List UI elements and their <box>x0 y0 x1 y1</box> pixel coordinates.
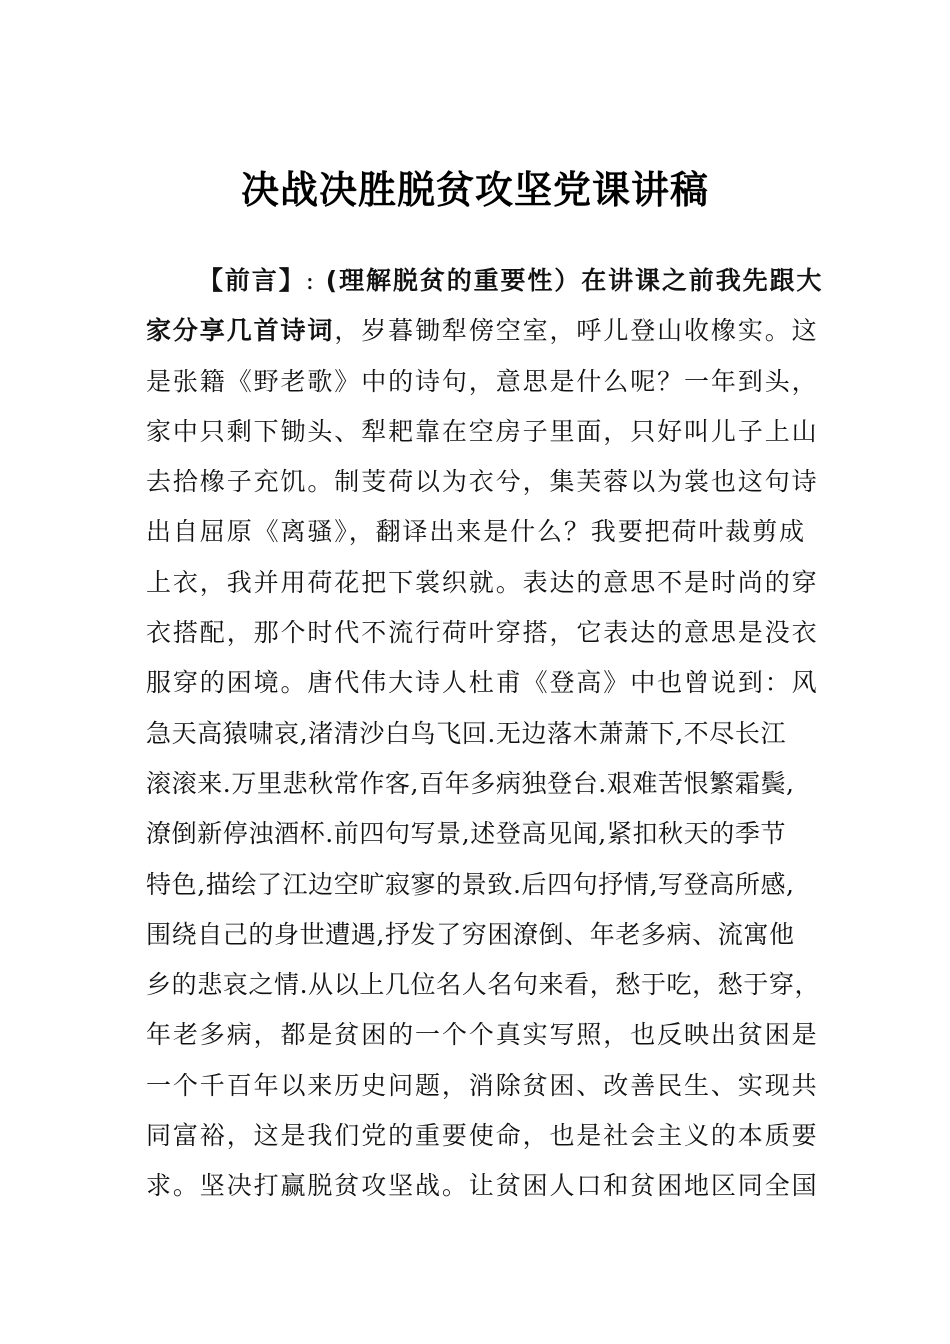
paragraph-line: 出自屈原《离骚》，翻译出来是什么？我要把荷叶裁剪成 <box>146 517 807 547</box>
paragraph-line: 潦倒新停浊酒杯.前四句写景,述登高见闻,紧扣秋天的季节 <box>146 819 787 849</box>
paragraph-text: ，岁暮锄犁傍空室，呼儿登山收橡实。这 <box>334 316 819 346</box>
intro-colon: : <box>305 266 326 295</box>
paragraph-line: 特色,描绘了江边空旷寂寥的景致.后四句抒情,写登高所感, <box>146 869 795 899</box>
paragraph-line: 同富裕，这是我们党的重要使命，也是社会主义的本质要 <box>146 1121 819 1151</box>
paragraph-line: 上衣，我并用荷花把下裳织就。表达的意思不是时尚的穿 <box>146 567 819 597</box>
paragraph-line: 急天高猿啸哀,渚清沙白鸟飞回.无边落木萧萧下,不尽长江 <box>146 718 787 748</box>
paragraph-line: 服穿的困境。唐代伟大诗人杜甫《登高》中也曾说到：风 <box>146 668 819 698</box>
paragraph-line: 衣搭配，那个时代不流行荷叶穿搭，它表达的意思是没衣 <box>146 618 819 648</box>
paragraph-line: 家中只剩下锄头、犁耙靠在空房子里面，只好叫儿子上山 <box>146 416 819 446</box>
document-title: 决战决胜脱贫攻坚党课讲稿 <box>240 168 709 212</box>
paragraph-line: 滚滚来.万里悲秋常作客,百年多病独登台.艰难苦恨繁霜鬓, <box>146 768 795 798</box>
paragraph-line: 一个千百年以来历史问题，消除贫困、改善民生、实现共 <box>146 1070 819 1100</box>
paragraph-line <box>146 256 824 306</box>
paragraph-line: 去拾橡子充饥。制芰荷以为衣兮，集芙蓉以为裳也这句诗 <box>146 467 819 497</box>
paragraph-line: 围绕自己的身世遭遇,抒发了穷困潦倒、年老多病、流寓他 <box>146 919 795 949</box>
paragraph-line: 是张籍《野老歌》中的诗句，意思是什么呢？一年到头， <box>146 366 819 396</box>
paragraph-line: 年老多病，都是贫困的一个个真实写照，也反映出贫困是 <box>146 1020 819 1050</box>
paragraph-line <box>146 306 819 356</box>
document-body <box>146 256 824 1212</box>
intro-heading: (理解脱贫的重要性）在讲课之前我先跟大 <box>325 266 824 295</box>
paragraph-line: 求。坚决打赢脱贫攻坚战。让贫困人口和贫困地区同全国 <box>146 1171 819 1201</box>
intro-label: 【前言】 <box>198 266 306 295</box>
intro-subheading: 家分享几首诗词 <box>146 316 335 346</box>
paragraph-line: 乡的悲哀之情.从以上几位名人名句来看，愁于吃，愁于穿， <box>146 970 821 1000</box>
